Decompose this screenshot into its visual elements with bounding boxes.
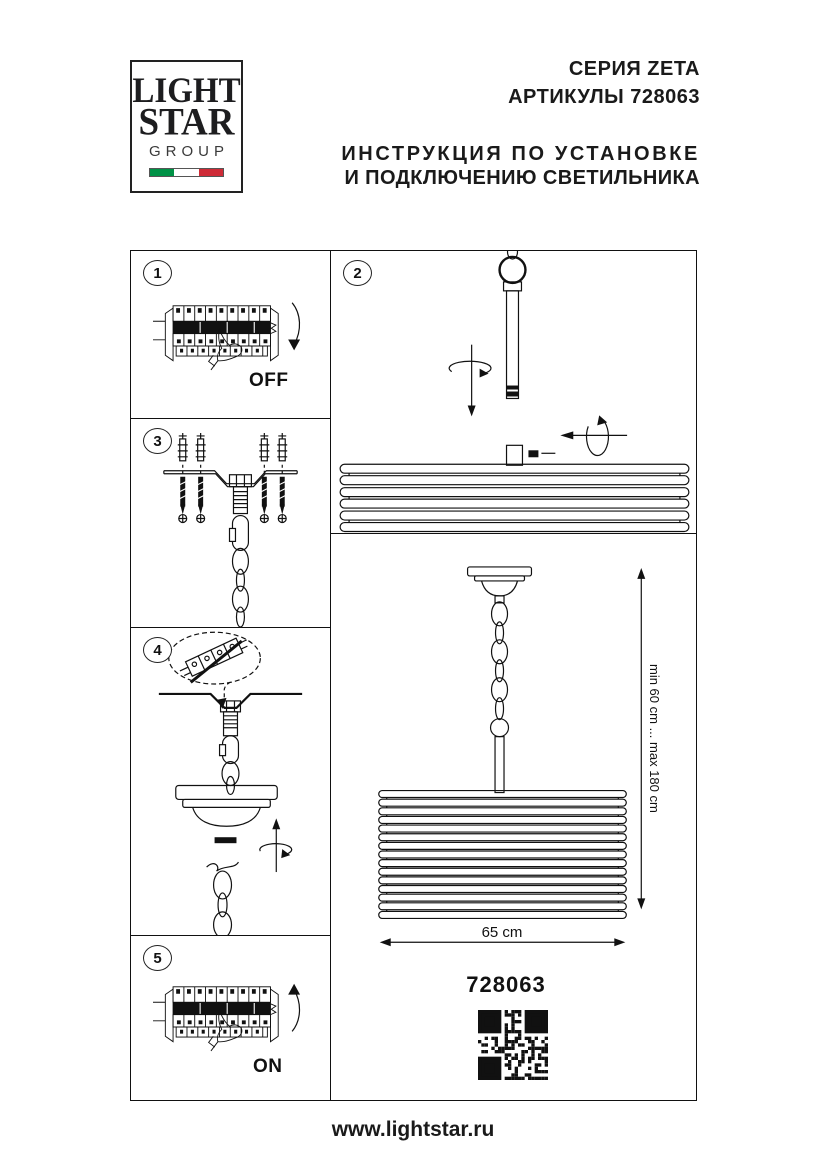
on-label: ON (253, 1056, 283, 1077)
chain (492, 602, 508, 720)
instruction-title-line2: И ПОДКЛЮЧЕНИЮ СВЕТИЛЬНИКА (344, 167, 700, 189)
rod (507, 291, 519, 399)
off-label: OFF (249, 370, 289, 391)
rod-shade-assembly-drawing (331, 251, 696, 533)
canopy-plate (468, 567, 532, 576)
step-5-badge: 5 (143, 945, 172, 971)
instruction-title-line1: ИНСТРУКЦИЯ ПО УСТАНОВКЕ (341, 143, 700, 165)
rod (495, 737, 504, 793)
ball-joint (491, 719, 509, 737)
shade-connector (507, 445, 523, 465)
step-4-badge: 4 (143, 637, 172, 663)
logo-light: LIGHT (132, 71, 241, 111)
pleated-shade (379, 791, 627, 919)
step-panel-2 (331, 251, 696, 534)
arrow-down-curve (292, 303, 299, 345)
qr-code-icon (478, 1010, 548, 1080)
lightstar-logo (130, 60, 243, 193)
articles-title: АРТИКУЛЫ 728063 (508, 86, 700, 108)
article-number: 728063 (466, 972, 546, 997)
arrow-up-head (288, 984, 300, 995)
step-panel-1 (131, 251, 330, 419)
step-panel-5 (131, 936, 330, 1100)
product-dimension-panel (331, 534, 696, 1100)
hanging-ring (500, 257, 526, 283)
width-dimension-label: 65 cm (481, 924, 523, 941)
arrow-up-curve (292, 990, 299, 1032)
terminal-block-icon (177, 634, 253, 684)
chain-break-squiggle (207, 862, 239, 871)
height-dimension-label: min 60 cm ... max 180 cm (647, 663, 662, 813)
series-title: СЕРИЯ ZETA (568, 58, 700, 80)
website-url: www.lightstar.ru (331, 1118, 495, 1141)
step-3-badge: 3 (143, 428, 172, 454)
steps-right-column (331, 251, 696, 1100)
step-panel-4 (131, 628, 330, 936)
step-2-badge: 2 (343, 260, 372, 286)
step-1-badge: 1 (143, 260, 172, 286)
canopy-dome (193, 807, 261, 826)
step-panel-3 (131, 419, 330, 628)
canopy-dome (482, 581, 518, 596)
canopy-assembly-drawing (131, 628, 330, 935)
italy-flag-icon (149, 168, 224, 177)
arrow-down-head (288, 339, 300, 350)
pleated-shade (340, 464, 689, 531)
instruction-steps-frame (130, 250, 697, 1101)
logo-group: GROUP (148, 143, 229, 161)
steps-left-column (131, 251, 331, 1100)
logo-star: STAR (138, 101, 235, 145)
connector-bar (215, 837, 237, 843)
